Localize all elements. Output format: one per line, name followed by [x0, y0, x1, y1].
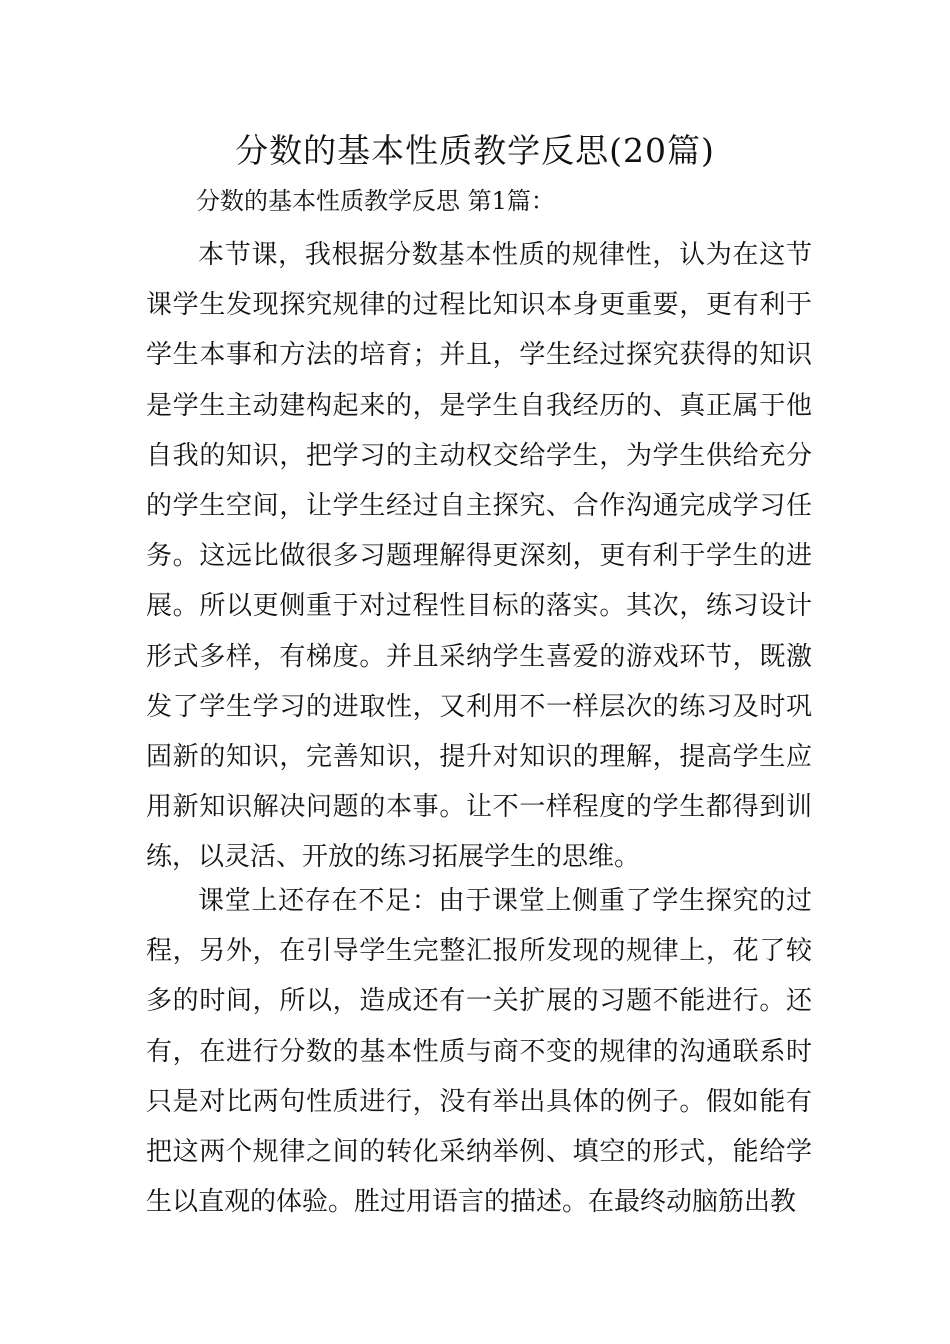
- paragraph-1: 本节课，我根据分数基本性质的规律性，认为在这节课学生发现探究规律的过程比知识本身更重要，更有利于学生本事和方法的培育；并且，学生经过探究获得的知识是学生主动建构起来的，是学生自我经历的、真正属于他自我的知识，把学习的主动权交给学生，为学生供给充分的学生空间，让学生经过自主探究、合作沟通完成学习任务。这远比做很多习题理解得更深刻，更有利于学生的进展。所以更侧重于对过程性目标的落实。其次，练习设计形式多样，有梯度。并且采纳学生喜爱的游戏环节，既激发了学生学习的进取性，又利用不一样层次的练习及时巩固新的知识，完善知识，提升对知识的理解，提高学生应用新知识解决问题的本事。让不一样程度的学生都得到训练，以灵活、开放的练习拓展学生的思维。: [146, 240, 812, 873]
- paragraph-2: 课堂上还存在不足：由于课堂上侧重了学生探究的过程，另外，在引导学生完整汇报所发现的规律上，花了较多的时间，所以，造成还有一关扩展的习题不能进行。还有，在进行分数的基本性质与商不变的规律的沟通联系时只是对比两句性质进行，没有举出具体的例子。假如能有把这两个规律之间的转化采纳举例、填空的形式，能给学生以直观的体验。胜过用语言的描述。在最终动脑筋出教: [146, 886, 812, 1218]
- document-subtitle: 分数的基本性质教学反思 第1篇：: [196, 187, 555, 215]
- document-title: 分数的基本性质教学反思(20篇): [235, 131, 715, 170]
